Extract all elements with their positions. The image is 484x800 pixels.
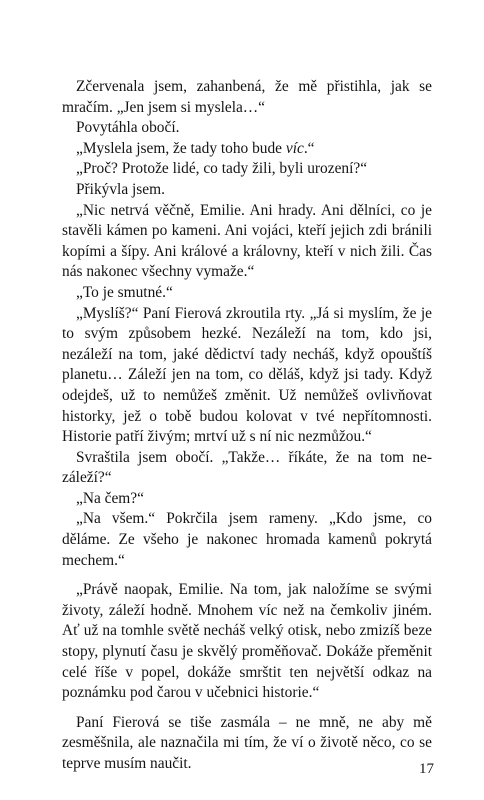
paragraph: „Myslíš?“ Paní Fierová zkroutila rty. „Já si myslím, že je to svým způsobem hezké. Nezáleží na tom, kdo jsi, nezáleží na tom, jaké dědictví tady necháš, když opouštíš planetu… Záleží jen na tom, co děláš, když jsi tady. Když odejdeš, už to nemůžeš změnit. Už nemůžeš ovlivňovat historky, jež o tobě budou kolovat v tvé nepřítomnosti. Historie patří živým; mrtví už s ní nic nezmůžou.“	[62, 304, 432, 446]
paragraph: „Nic netrvá věčně, Emilie. Ani hrady. Ani dělníci, co je stavěli kámen po kameni. Ani vojáci, kteří jejich zdi bránili kopími a šípy. Ani králové a královny, kteří v nich žili. Čas nás nakonec všechny vymaže.“	[62, 201, 432, 281]
paragraph-text-end: .“	[303, 139, 315, 157]
page-number: 17	[419, 761, 434, 777]
body-text	[62, 77, 432, 775]
paragraph: Paní Fierová se tiše zasmála – ne mně, ne aby mě zesměšnila, ale naznačila mi tím, že ví o životě něco, co se teprve musím naučit.	[62, 713, 432, 772]
paragraph: Přikývla jsem.	[76, 180, 165, 198]
paragraph: Zčervenala jsem, zahanbená, že mě přistihla, jak se mračím. „Jen jsem si myslela…“	[62, 78, 432, 116]
emphasized-word: víc	[285, 139, 304, 157]
paragraph: Povytáhla obočí.	[76, 119, 180, 137]
paragraph: „Na čem?“	[76, 489, 144, 507]
paragraph: „Proč? Protože lidé, co tady žili, byli urození?“	[76, 160, 368, 178]
paragraph: Svraštila jsem obočí. „Takže… říkáte, že na tom nezáleží?“	[62, 448, 432, 487]
paragraph: „Právě naopak, Emilie. Na tom, jak naložíme se svými životy, záleží hodně. Mnohem víc než na čemkoliv jiném. Ať už na tomhle světě necháš velký otisk, nebo zmizíš beze stopy, plynutí času je skvělý proměňovač. Dokáže přeměnit celé říše v popel, dokáže smrštit ten největší odkaz na poznámku pod čarou v učebnici historie.“	[62, 581, 432, 702]
paragraph-text: „Myslela jsem, že tady toho bude	[76, 139, 286, 157]
paragraph: „To je smutné.“	[76, 283, 173, 301]
paragraph	[62, 139, 432, 160]
paragraph: „Na všem.“ Pokrčila jsem rameny. „Kdo jsme, co děláme. Ze všeho je nakonec hromada kamenů pokrytá mechem.“	[62, 510, 432, 569]
